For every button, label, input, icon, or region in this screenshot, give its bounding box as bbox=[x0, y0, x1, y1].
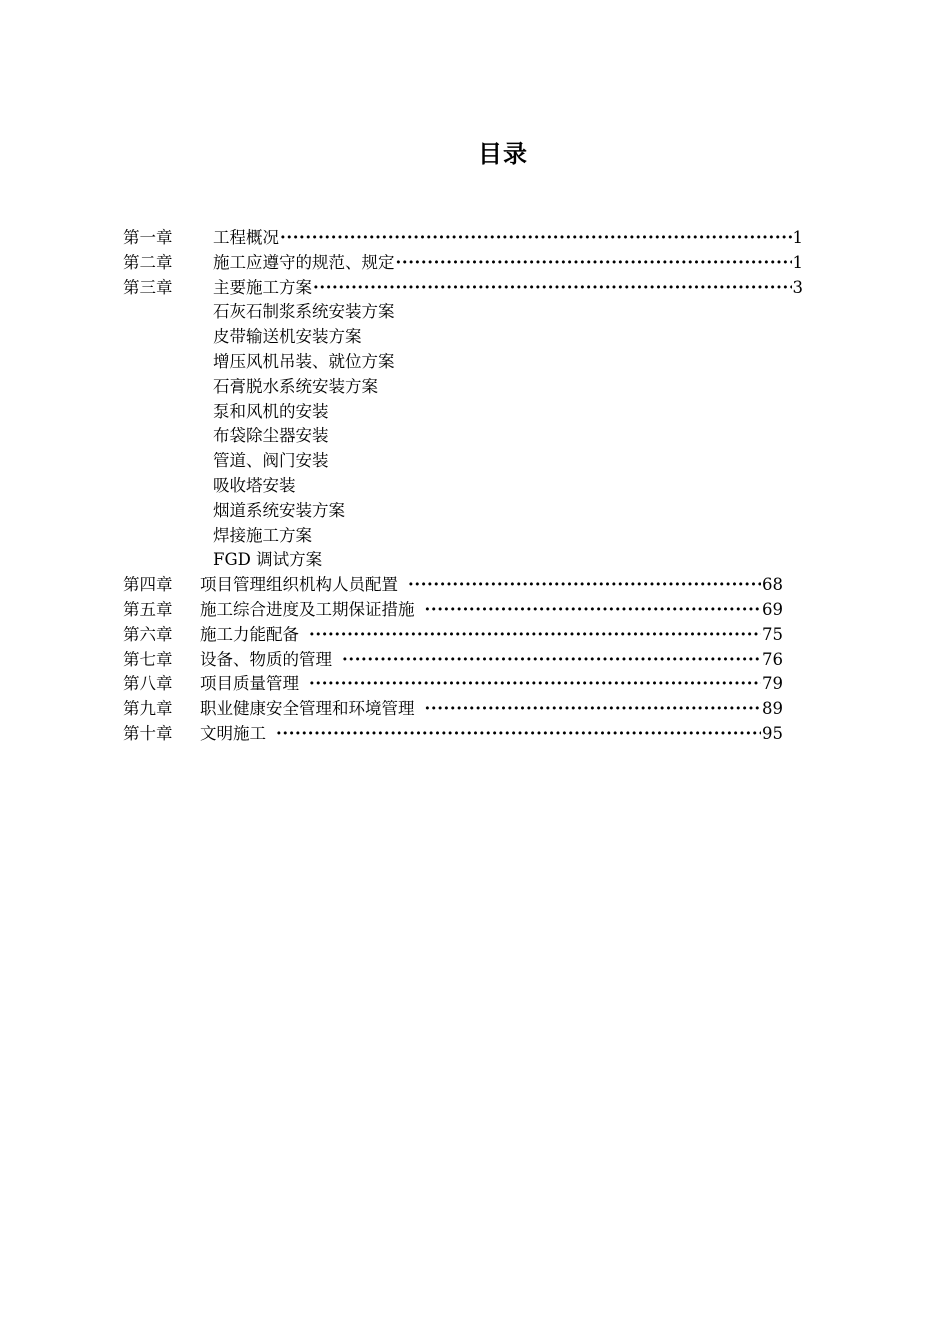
dot-leader bbox=[280, 226, 792, 251]
page-title: 目录 bbox=[478, 140, 528, 168]
dot-leader bbox=[425, 598, 762, 623]
page-number: 79 bbox=[762, 674, 783, 694]
subentry-title: 皮带输送机安装方案 bbox=[213, 327, 362, 347]
toc-subentry[interactable] bbox=[123, 524, 803, 549]
toc-entry-chapter-5[interactable] bbox=[123, 598, 803, 623]
dot-leader bbox=[396, 251, 792, 276]
toc-subentry[interactable] bbox=[123, 350, 803, 375]
dot-leader bbox=[342, 648, 761, 673]
table-of-contents bbox=[123, 226, 803, 747]
subentry-title: FGD 调试方案 bbox=[213, 550, 323, 570]
page-number: 89 bbox=[762, 699, 783, 719]
toc-subentry[interactable] bbox=[123, 400, 803, 425]
chapter-number: 第一章 bbox=[123, 228, 173, 247]
subentry-title: 石膏脱水系统安装方案 bbox=[213, 376, 378, 396]
dot-leader bbox=[309, 623, 761, 648]
chapter-title: 项目质量管理 bbox=[200, 674, 299, 694]
toc-entry-chapter-9[interactable] bbox=[123, 697, 803, 722]
chapter-number: 第九章 bbox=[123, 699, 173, 719]
toc-entry-chapter-8[interactable] bbox=[123, 672, 803, 697]
chapter-number: 第六章 bbox=[123, 624, 173, 644]
toc-subentry[interactable] bbox=[123, 424, 803, 449]
toc-subentry[interactable] bbox=[123, 499, 803, 524]
chapter-number: 第三章 bbox=[123, 277, 173, 297]
chapter-title: 项目管理组织机构人员配置 bbox=[200, 575, 398, 595]
chapter-title: 施工力能配备 bbox=[200, 624, 299, 644]
chapter-title: 施工应遵守的规范、规定 bbox=[213, 252, 395, 272]
chapter-title: 文明施工 bbox=[200, 723, 266, 743]
toc-subentry[interactable] bbox=[123, 300, 803, 325]
page-number: 68 bbox=[762, 575, 783, 595]
toc-subentry[interactable] bbox=[123, 449, 803, 474]
subentry-title: 布袋除尘器安装 bbox=[213, 426, 329, 446]
toc-entry-chapter-1[interactable] bbox=[123, 226, 803, 251]
dot-leader bbox=[313, 276, 792, 301]
chapter-title: 设备、物质的管理 bbox=[200, 649, 332, 669]
toc-subentry[interactable] bbox=[123, 325, 803, 350]
chapter-number: 第七章 bbox=[123, 649, 173, 669]
subentry-title: 烟道系统安装方案 bbox=[213, 500, 345, 520]
page-number: 1 bbox=[792, 252, 803, 272]
subentry-title: 增压风机吊装、就位方案 bbox=[213, 351, 395, 371]
toc-entry-chapter-3[interactable] bbox=[123, 276, 803, 301]
dot-leader bbox=[276, 722, 761, 747]
subentry-title: 吸收塔安装 bbox=[213, 475, 296, 495]
toc-entry-chapter-6[interactable] bbox=[123, 623, 803, 648]
page-number: 69 bbox=[762, 599, 783, 619]
dot-leader bbox=[425, 697, 762, 722]
chapter-number: 第十章 bbox=[123, 723, 173, 743]
subentry-title: 泵和风机的安装 bbox=[213, 401, 329, 421]
chapter-title: 工程概况 bbox=[213, 228, 279, 247]
chapter-number: 第四章 bbox=[123, 575, 173, 595]
toc-entry-chapter-4[interactable] bbox=[123, 573, 803, 598]
chapter-number: 第五章 bbox=[123, 599, 173, 619]
subentry-title: 石灰石制浆系统安装方案 bbox=[213, 302, 395, 322]
toc-subentry[interactable] bbox=[123, 548, 803, 573]
dot-leader bbox=[309, 672, 761, 697]
toc-entry-chapter-7[interactable] bbox=[123, 648, 803, 673]
chapter-number: 第二章 bbox=[123, 252, 173, 272]
page-number: 3 bbox=[792, 277, 803, 297]
page-number: 76 bbox=[762, 649, 783, 669]
chapter-number: 第八章 bbox=[123, 674, 173, 694]
chapter-title: 职业健康安全管理和环境管理 bbox=[200, 699, 415, 719]
dot-leader bbox=[408, 573, 761, 598]
subentry-title: 焊接施工方案 bbox=[213, 525, 312, 545]
chapter-title: 主要施工方案 bbox=[213, 277, 312, 297]
toc-subentry[interactable] bbox=[123, 375, 803, 400]
page-number: 75 bbox=[762, 624, 783, 644]
page-number: 1 bbox=[792, 228, 803, 247]
chapter-title: 施工综合进度及工期保证措施 bbox=[200, 599, 415, 619]
page-number: 95 bbox=[762, 723, 783, 743]
subentry-title: 管道、阀门安装 bbox=[213, 451, 329, 471]
toc-entry-chapter-10[interactable] bbox=[123, 722, 803, 747]
toc-subentry[interactable] bbox=[123, 474, 803, 499]
toc-entry-chapter-2[interactable] bbox=[123, 251, 803, 276]
